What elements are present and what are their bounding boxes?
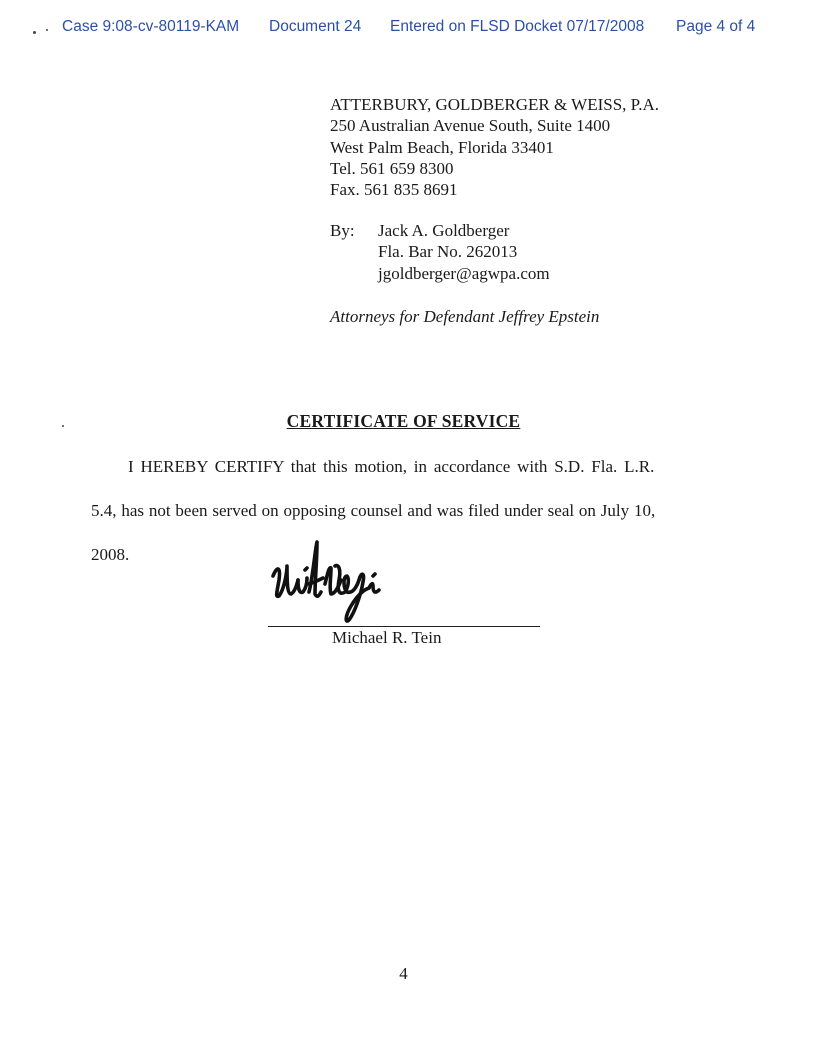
- firm-name: ATTERBURY, GOLDBERGER & WEISS, P.A.: [330, 95, 660, 114]
- by-label: By:: [330, 221, 355, 240]
- attorney-email: jgoldberger@agwpa.com: [378, 263, 550, 283]
- certificate-line: I HEREBY CERTIFY that this motion, in accordance with S.D. Fla. L.R.: [128, 457, 655, 476]
- scan-speck: [33, 31, 36, 34]
- firm-fax: Fax. 561 835 8691: [330, 180, 458, 200]
- entered-date: Entered on FLSD Docket 07/17/2008: [390, 18, 645, 35]
- attorney-bar-number: Fla. Bar No. 262013: [378, 242, 518, 262]
- signature-line: [268, 626, 540, 627]
- attorney-role: Attorneys for Defendant Jeffrey Epstein: [330, 307, 600, 326]
- firm-address-line1: 250 Australian Avenue South, Suite 1400: [330, 116, 611, 136]
- attorney-name: Jack A. Goldberger: [378, 221, 510, 240]
- firm-telephone: Tel. 561 659 8300: [330, 158, 454, 178]
- firm-address-block: [330, 94, 659, 200]
- document-number: Document 24: [269, 18, 362, 35]
- case-number: Case 9:08-cv-80119-KAM: [62, 18, 240, 35]
- scan-speck: [46, 29, 48, 31]
- signer-name: Michael R. Tein: [332, 628, 442, 647]
- docket-stamp: [62, 18, 755, 36]
- certificate-line: 5.4, has not been served on opposing counsel and was filed under seal on July 10,: [91, 501, 656, 520]
- certificate-heading: CERTIFICATE OF SERVICE: [286, 411, 521, 431]
- handwritten-signature: [265, 536, 385, 632]
- page-number: 4: [399, 964, 408, 983]
- page-indicator: Page 4 of 4: [676, 18, 756, 35]
- certificate-line: 2008.: [91, 545, 130, 564]
- firm-address-line2: West Palm Beach, Florida 33401: [330, 137, 554, 157]
